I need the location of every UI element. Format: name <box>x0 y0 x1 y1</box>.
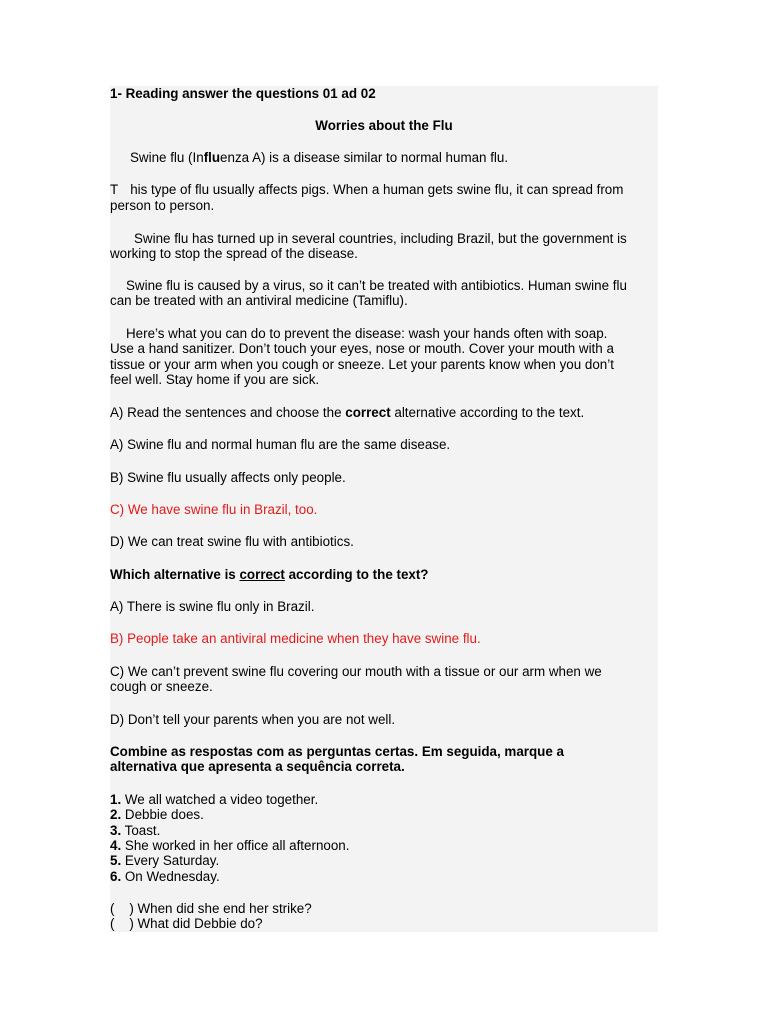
match-question: ( ) What did Debbie do? <box>110 916 263 931</box>
paragraph-5-line-2: Use a hand sanitizer. Don’t touch your eyes, nose or mouth. Cover your mouth with a <box>110 341 614 356</box>
question-1-option-a: A) Swine flu and normal human flu are the same disease. <box>110 437 451 452</box>
question-3-prompt-line-2: alternativa que apresenta a sequência correta. <box>110 759 405 774</box>
paragraph-5-line-4: feel well. Stay home if you are sick. <box>110 372 320 387</box>
question-1-prompt: A) Read the sentences and choose the correct alternative according to the text. <box>110 405 585 420</box>
paragraph-2-line-1: T his type of flu usually affects pigs. When a human gets swine flu, it can spread from <box>110 182 624 197</box>
question-1-option-b: B) Swine flu usually affects only people. <box>110 470 346 485</box>
paragraph-4-line-2: can be treated with an antiviral medicine (Tamiflu). <box>110 293 408 308</box>
answer-item: 2. Debbie does. <box>110 807 204 822</box>
question-2-option-c-line-2: cough or sneeze. <box>110 679 213 694</box>
answer-item: 1. We all watched a video together. <box>110 792 319 807</box>
question-2-prompt: Which alternative is correct according to the text? <box>110 567 429 582</box>
question-1-option-c: C) We have swine flu in Brazil, too. <box>110 502 318 517</box>
paragraph-3-line-1: Swine flu has turned up in several countries, including Brazil, but the government is <box>134 231 627 246</box>
question-2-option-c-line-1: C) We can’t prevent swine flu covering our mouth with a tissue or our arm when we <box>110 664 602 679</box>
paragraph-1: Swine flu (Influenza A) is a disease similar to normal human flu. <box>130 150 509 165</box>
question-3-prompt-line-1: Combine as respostas com as perguntas certas. Em seguida, marque a <box>110 744 564 759</box>
answer-item: 6. On Wednesday. <box>110 869 220 884</box>
question-2-option-b: B) People take an antiviral medicine when they have swine flu. <box>110 631 481 646</box>
question-1-option-d: D) We can treat swine flu with antibiotics. <box>110 534 354 549</box>
question-2-option-d: D) Don’t tell your parents when you are not well. <box>110 712 396 727</box>
section-heading: 1- Reading answer the questions 01 ad 02 <box>110 86 376 101</box>
answer-item: 4. She worked in her office all afternoon. <box>110 838 350 853</box>
question-2-option-a: A) There is swine flu only in Brazil. <box>110 599 315 614</box>
article-title: Worries about the Flu <box>315 118 453 133</box>
paragraph-5-line-1: Here’s what you can do to prevent the disease: wash your hands often with soap. <box>126 326 608 341</box>
match-question: ( ) When did she end her strike? <box>110 901 312 916</box>
paragraph-3-line-2: working to stop the spread of the disease. <box>110 246 358 261</box>
document-page <box>110 86 658 932</box>
answer-item: 5. Every Saturday. <box>110 853 220 868</box>
paragraph-5-line-3: tissue or your arm when you cough or sneeze. Let your parents know when you don’t <box>110 357 614 372</box>
paragraph-2-line-2: person to person. <box>110 198 215 213</box>
answer-item: 3. Toast. <box>110 823 161 838</box>
paragraph-4-line-1: Swine flu is caused by a virus, so it can’t be treated with antibiotics. Human swine flu <box>126 278 627 293</box>
